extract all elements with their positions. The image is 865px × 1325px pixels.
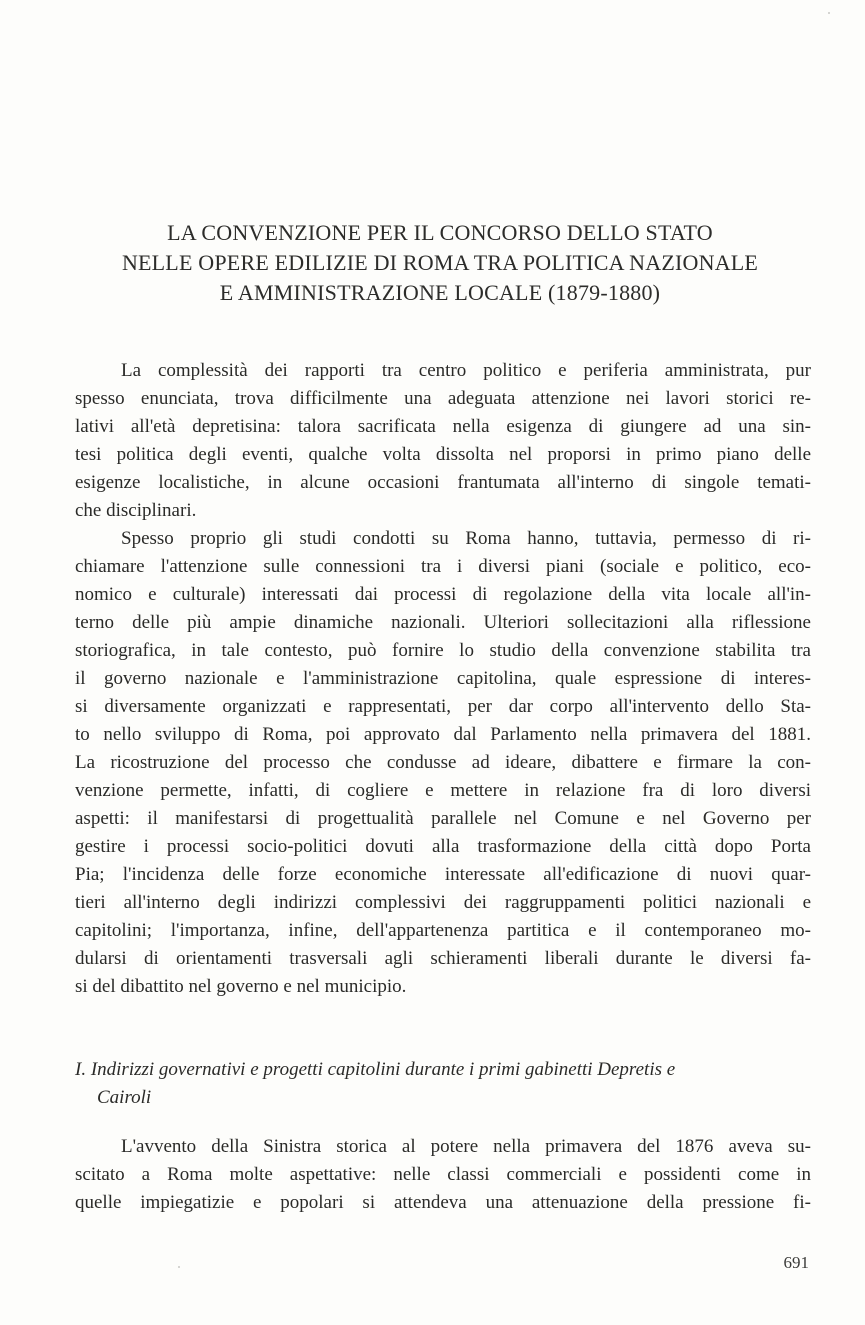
text-line: il governo nazionale e l'amministrazione capitolina, quale espressione di interes- (75, 668, 811, 689)
text-line: Spesso proprio gli studi condotti su Roma hanno, tuttavia, permesso di ri- (121, 528, 811, 549)
title-line-2: NELLE OPERE EDILIZIE DI ROMA TRA POLITICA NAZIONALE (121, 250, 759, 275)
section-heading-line-1: I. Indirizzi governativi e progetti capitolini durante i primi gabinetti Depretis e (75, 1059, 676, 1080)
scan-speck (178, 1266, 180, 1268)
text-line: tesi politica degli eventi, qualche volta dissolta nel proporsi in primo piano delle (75, 444, 811, 465)
text-line: to nello sviluppo di Roma, poi approvato dal Parlamento nella primavera del 1881. (75, 724, 811, 745)
text-line: storiografica, in tale contesto, può fornire lo studio della convenzione stabilita tra (75, 640, 811, 661)
text-line: lativi all'età depretisina: talora sacrificata nella esigenza di giungere ad una sin- (75, 416, 811, 437)
text-line: terno delle più ampie dinamiche nazionali. Ulteriori sollecitazioni alla riflessione (75, 612, 811, 633)
paragraph-2 (75, 525, 811, 1001)
title-line-1: LA CONVENZIONE PER IL CONCORSO DELLO STATO (167, 220, 713, 245)
paragraph-1 (75, 357, 811, 525)
text-line: La complessità dei rapporti tra centro politico e periferia amministrata, pur (121, 360, 811, 381)
text-line: gestire i processi socio-politici dovuti alla trasformazione della città dopo Porta (75, 836, 811, 857)
text-line: L'avvento della Sinistra storica al potere nella primavera del 1876 aveva su- (121, 1136, 811, 1157)
text-line: spesso enunciata, trova difficilmente una adeguata attenzione nei lavori storici re- (75, 388, 811, 409)
text-line: nomico e culturale) interessati dai processi di regolazione della vita locale all'in- (75, 584, 811, 605)
text-line: La ricostruzione del processo che condusse ad ideare, dibattere e firmare la con- (75, 752, 811, 773)
text-line: esigenze localistiche, in alcune occasioni frantumata all'interno di singole temati- (75, 472, 811, 493)
text-line: quelle impiegatizie e popolari si attendeva una attenuazione della pressione fi- (75, 1192, 811, 1213)
text-line: si diversamente organizzati e rappresentati, per dar corpo all'intervento dello Sta- (75, 696, 811, 717)
text-line: capitolini; l'importanza, infine, dell'appartenenza partitica e il contemporaneo mo- (75, 920, 811, 941)
text-line: aspetti: il manifestarsi di progettualità parallele nel Comune e nel Governo per (75, 808, 811, 829)
scan-speck (828, 12, 830, 14)
text-line: Pia; l'incidenza delle forze economiche interessate all'edificazione di nuovi quar- (75, 864, 811, 885)
text-line: si del dibattito nel governo e nel municipio. (75, 976, 407, 997)
text-line: scitato a Roma molte aspettative: nelle classi commerciali e possidenti come in (75, 1164, 811, 1185)
text-line: tieri all'interno degli indirizzi complessivi dei raggruppamenti politici nazionali e (75, 892, 811, 913)
page-number: 691 (783, 1253, 809, 1272)
article-title (60, 218, 820, 308)
section-heading (75, 1056, 815, 1112)
text-line: venzione permette, infatti, di cogliere e mettere in relazione fra di loro diversi (75, 780, 811, 801)
section-heading-line-2: Cairoli (97, 1087, 152, 1108)
title-line-3: E AMMINISTRAZIONE LOCALE (1879-1880) (219, 280, 661, 305)
text-line: dularsi di orientamenti trasversali agli schieramenti liberali durante le diversi fa- (75, 948, 811, 969)
text-line: chiamare l'attenzione sulle connessioni tra i diversi piani (sociale e politico, eco- (75, 556, 811, 577)
text-line: che disciplinari. (75, 500, 197, 521)
paragraph-3 (75, 1133, 811, 1217)
